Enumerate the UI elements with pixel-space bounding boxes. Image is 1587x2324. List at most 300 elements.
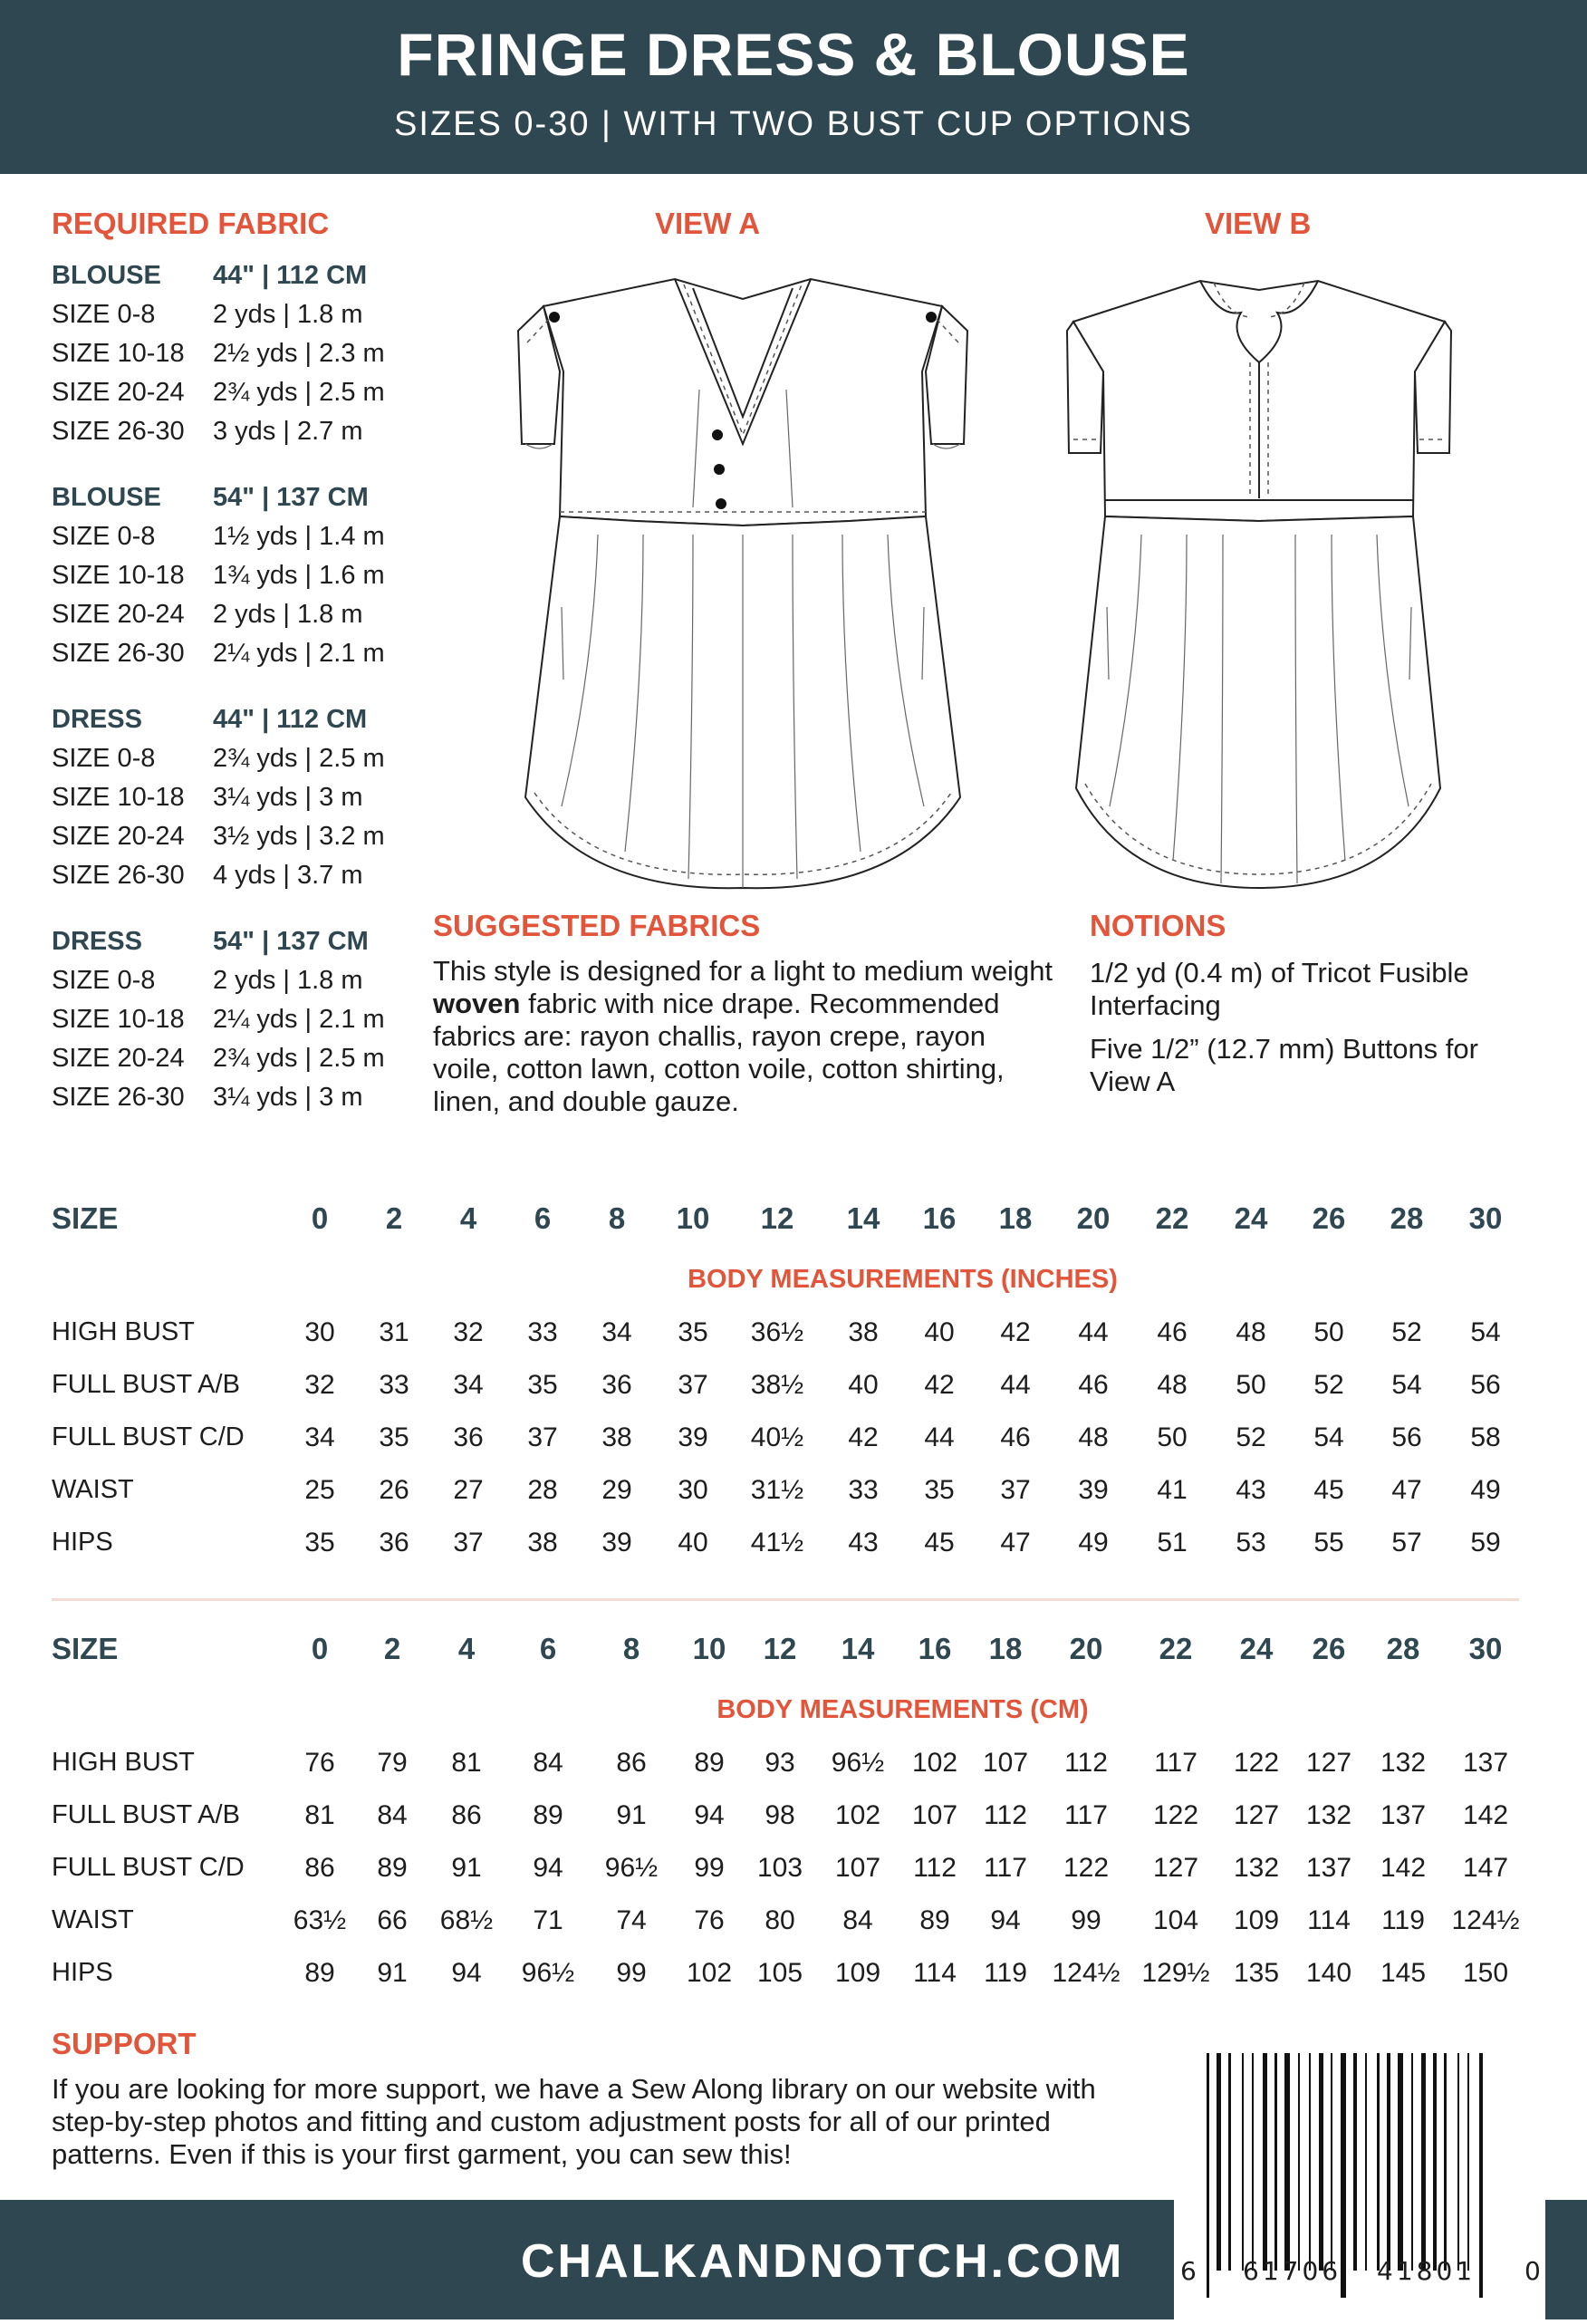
fabric-row <box>52 517 432 556</box>
fabric-row <box>52 334 432 373</box>
view-a-label: VIEW A <box>655 207 761 240</box>
barcode-bar <box>1274 2053 1277 2271</box>
measurement-value: 127 <box>1152 1853 1199 1883</box>
measurement-value: 145 <box>1380 1958 1427 1988</box>
barcode-bar <box>1353 2053 1357 2271</box>
measurement-value: 93 <box>765 1748 795 1778</box>
measurement-value: 137 <box>1305 1853 1352 1883</box>
measurement-value: 99 <box>1071 1905 1101 1935</box>
measurement-value: 26 <box>379 1475 409 1505</box>
measurement-value: 84 <box>377 1800 408 1830</box>
fabric-row <box>52 373 432 412</box>
size-value: 6 <box>539 1632 557 1665</box>
barcode-bar <box>1479 2053 1483 2298</box>
measurement-value: 109 <box>1233 1905 1280 1935</box>
barcode-bar <box>1467 2053 1469 2271</box>
size-value: 12 <box>760 1201 794 1235</box>
measurement-value: 91 <box>377 1958 408 1988</box>
measurement-value: 36½ <box>750 1317 804 1347</box>
size-value: 4 <box>459 1201 477 1235</box>
barcode-bar <box>1457 2053 1459 2271</box>
measurement-value: 76 <box>304 1748 335 1778</box>
table-row <box>52 1528 1519 1564</box>
measurement-value: 122 <box>1152 1800 1199 1830</box>
measurement-value: 47 <box>1391 1475 1422 1505</box>
notions-title: NOTIONS <box>1090 909 1226 942</box>
measurement-value: 53 <box>1236 1528 1266 1557</box>
size-value: 20 <box>1069 1632 1103 1665</box>
fabric-garment: DRESS <box>52 926 142 956</box>
barcode-bar <box>1242 2053 1244 2271</box>
fabric-row <box>52 295 432 334</box>
fabric-width: 44" | 112 CM <box>213 260 368 290</box>
suggested-fabrics-title: SUGGESTED FABRICS <box>433 909 761 942</box>
fabric-amount: 2¾ yds | 2.5 m <box>213 744 385 773</box>
size-value: 22 <box>1159 1632 1193 1665</box>
fabric-size: SIZE 10-18 <box>52 1005 185 1034</box>
measurement-value: 114 <box>1307 1905 1351 1935</box>
fabric-row <box>52 856 432 895</box>
fabric-group <box>52 256 432 451</box>
fabric-group <box>52 921 432 1117</box>
measurement-value: 114 <box>913 1958 957 1988</box>
notion-item: Five 1/2” (12.7 mm) Buttons for View A <box>1090 1033 1478 1097</box>
size-value: 8 <box>622 1632 640 1665</box>
measurement-value: 35 <box>379 1422 409 1452</box>
barcode-digit-first: 6 <box>1180 2256 1197 2286</box>
measurement-value: 112 <box>1064 1748 1108 1778</box>
measurement-value: 47 <box>1000 1528 1031 1557</box>
measurement-label: WAIST <box>52 1905 134 1934</box>
measurement-value: 94 <box>451 1958 482 1988</box>
measurement-value: 89 <box>919 1905 950 1935</box>
measurement-value: 38½ <box>750 1370 804 1400</box>
measurement-label: HIGH BUST <box>52 1317 195 1346</box>
measurement-value: 117 <box>1064 1800 1108 1830</box>
size-value: 22 <box>1155 1201 1189 1235</box>
measurement-value: 102 <box>686 1958 733 1988</box>
size-value: 18 <box>988 1632 1023 1665</box>
measurement-value: 37 <box>527 1422 558 1452</box>
fabric-amount: 2¾ yds | 2.5 m <box>213 1044 385 1073</box>
fabric-row <box>52 556 432 595</box>
fabric-garment: BLOUSE <box>52 482 161 512</box>
barcode-bar <box>1263 2053 1267 2271</box>
measurement-value: 147 <box>1462 1853 1509 1883</box>
measurement-value: 140 <box>1305 1958 1352 1988</box>
measurement-value: 94 <box>990 1905 1021 1935</box>
measurement-value: 137 <box>1380 1800 1427 1830</box>
fabric-width: 44" | 112 CM <box>213 704 368 734</box>
fabric-amount: 2 yds | 1.8 m <box>213 966 363 995</box>
fabric-size: SIZE 26-30 <box>52 639 185 668</box>
fabric-garment: BLOUSE <box>52 260 161 290</box>
support-title: SUPPORT <box>52 2027 197 2060</box>
measurement-value: 132 <box>1305 1800 1352 1830</box>
barcode-bar <box>1387 2053 1390 2271</box>
measurement-value: 96½ <box>521 1958 575 1988</box>
measurement-value: 112 <box>984 1800 1027 1830</box>
measurement-value: 124½ <box>1052 1958 1121 1988</box>
size-value: 10 <box>676 1201 710 1235</box>
fabric-group <box>52 477 432 673</box>
measurement-value: 43 <box>848 1528 879 1557</box>
measurement-value: 34 <box>453 1370 484 1400</box>
measurement-value: 122 <box>1063 1853 1110 1883</box>
fabric-size: SIZE 26-30 <box>52 1083 185 1112</box>
table-row <box>52 1475 1519 1511</box>
measurement-value: 44 <box>1000 1370 1031 1400</box>
size-value: 4 <box>457 1632 476 1665</box>
measurement-value: 45 <box>924 1528 955 1557</box>
measurement-value: 54 <box>1391 1370 1422 1400</box>
measurement-value: 122 <box>1233 1748 1280 1778</box>
measurement-value: 35 <box>924 1475 955 1505</box>
measurement-label: WAIST <box>52 1475 134 1504</box>
fabric-row <box>52 634 432 673</box>
fabric-size: SIZE 0-8 <box>52 522 156 551</box>
measurement-value: 86 <box>451 1800 482 1830</box>
view-b-label: VIEW B <box>1205 207 1312 240</box>
measurement-value: 37 <box>453 1528 484 1557</box>
barcode-bar <box>1319 2053 1323 2271</box>
measurement-value: 44 <box>924 1422 955 1452</box>
measurement-value: 36 <box>379 1528 409 1557</box>
measurement-value: 59 <box>1470 1528 1501 1557</box>
table-subtitle: BODY MEASUREMENTS (CM) <box>717 1695 1089 1724</box>
measurement-value: 137 <box>1462 1748 1509 1778</box>
barcode-bar <box>1377 2053 1380 2271</box>
measurement-label: HIGH BUST <box>52 1748 195 1777</box>
suggested-fabrics-text <box>433 955 1058 1118</box>
measurement-value: 33 <box>379 1370 409 1400</box>
measurement-value: 54 <box>1470 1317 1501 1347</box>
size-value: 24 <box>1239 1632 1274 1665</box>
measurement-label: HIPS <box>52 1958 113 1987</box>
measurement-value: 48 <box>1157 1370 1188 1400</box>
measurement-value: 81 <box>451 1748 482 1778</box>
barcode-bar <box>1298 2053 1300 2271</box>
measurement-value: 79 <box>377 1748 408 1778</box>
measurement-value: 54 <box>1313 1422 1344 1452</box>
fabric-size: SIZE 20-24 <box>52 378 185 407</box>
measurement-value: 50 <box>1313 1317 1344 1347</box>
measurement-value: 94 <box>694 1800 725 1830</box>
measurement-value: 42 <box>924 1370 955 1400</box>
table-row <box>52 1958 1519 1994</box>
size-value: 8 <box>608 1201 626 1235</box>
fabric-size: SIZE 20-24 <box>52 1044 185 1073</box>
measurement-value: 117 <box>984 1853 1027 1883</box>
header-banner <box>0 0 1587 174</box>
measurement-value: 124½ <box>1451 1905 1520 1935</box>
measurement-value: 105 <box>756 1958 803 1988</box>
size-value: 30 <box>1468 1632 1503 1665</box>
measurement-value: 57 <box>1391 1528 1422 1557</box>
measurement-value: 39 <box>601 1528 632 1557</box>
size-value: 18 <box>998 1201 1033 1235</box>
fabric-amount: 4 yds | 3.7 m <box>213 861 363 890</box>
page-subtitle: SIZES 0-30 | WITH TWO BUST CUP OPTIONS <box>394 105 1193 143</box>
measurement-label: FULL BUST C/D <box>52 1853 245 1882</box>
size-value: 26 <box>1312 1201 1346 1235</box>
fabric-amount: 3¼ yds | 3 m <box>213 1083 363 1112</box>
barcode-bar <box>1398 2053 1403 2271</box>
measurement-value: 107 <box>834 1853 881 1883</box>
table-subtitle: BODY MEASUREMENTS (INCHES) <box>688 1265 1118 1294</box>
table-row <box>52 1800 1519 1837</box>
measurement-value: 28 <box>527 1475 558 1505</box>
measurement-value: 29 <box>601 1475 632 1505</box>
measurement-value: 43 <box>1236 1475 1266 1505</box>
measurement-value: 96½ <box>831 1748 885 1778</box>
measurement-value: 58 <box>1470 1422 1501 1452</box>
measurement-value: 76 <box>694 1905 725 1935</box>
measurement-value: 31 <box>379 1317 409 1347</box>
notion-item: 1/2 yd (0.4 m) of Tricot Fusible Interfacing <box>1090 957 1469 1021</box>
measurement-value: 44 <box>1078 1317 1109 1347</box>
fabric-amount: 3¼ yds | 3 m <box>213 783 363 812</box>
view-b-dress-illustration <box>1060 263 1458 897</box>
measurement-value: 37 <box>1000 1475 1031 1505</box>
fabric-amount: 2 yds | 1.8 m <box>213 600 363 629</box>
measurement-value: 30 <box>304 1317 335 1347</box>
measurement-value: 32 <box>453 1317 484 1347</box>
measurement-value: 45 <box>1313 1475 1344 1505</box>
measurement-value: 36 <box>453 1422 484 1452</box>
fabric-size: SIZE 26-30 <box>52 861 185 890</box>
measurement-value: 34 <box>304 1422 335 1452</box>
fabric-row <box>52 595 432 634</box>
measurement-value: 40 <box>848 1370 879 1400</box>
measurement-value: 89 <box>304 1958 335 1988</box>
measurement-value: 52 <box>1236 1422 1266 1452</box>
fabric-group-header <box>52 477 432 517</box>
measurement-value: 135 <box>1233 1958 1280 1988</box>
measurement-value: 33 <box>527 1317 558 1347</box>
measurement-value: 142 <box>1462 1800 1509 1830</box>
measurement-value: 74 <box>616 1905 647 1935</box>
measurement-value: 40½ <box>750 1422 804 1452</box>
fabric-size: SIZE 10-18 <box>52 561 185 590</box>
barcode-bar <box>1331 2053 1332 2271</box>
measurement-value: 86 <box>616 1748 647 1778</box>
fabric-row <box>52 1039 432 1078</box>
size-value: 28 <box>1386 1632 1420 1665</box>
size-value: 2 <box>383 1632 401 1665</box>
fabric-amount: 2¼ yds | 2.1 m <box>213 1005 385 1034</box>
measurement-label: HIPS <box>52 1528 113 1557</box>
fabric-size: SIZE 0-8 <box>52 966 156 995</box>
barcode-bar <box>1228 2053 1231 2271</box>
fabric-amount: 2¾ yds | 2.5 m <box>213 378 385 407</box>
size-value: 14 <box>846 1201 880 1235</box>
measurement-value: 50 <box>1236 1370 1266 1400</box>
measurement-value: 107 <box>982 1748 1029 1778</box>
measurement-value: 132 <box>1380 1748 1427 1778</box>
page-title: FRINGE DRESS & BLOUSE <box>397 21 1190 88</box>
measurement-value: 38 <box>527 1528 558 1557</box>
fabric-row <box>52 1078 432 1117</box>
measurement-value: 117 <box>1154 1748 1197 1778</box>
measurement-value: 104 <box>1152 1905 1199 1935</box>
fabric-row <box>52 412 432 451</box>
measurement-value: 35 <box>527 1370 558 1400</box>
measurement-value: 89 <box>533 1800 563 1830</box>
measurement-value: 49 <box>1470 1475 1501 1505</box>
measurement-value: 127 <box>1233 1800 1280 1830</box>
measurement-value: 46 <box>1000 1422 1031 1452</box>
measurement-value: 94 <box>533 1853 563 1883</box>
measurement-value: 31½ <box>750 1475 804 1505</box>
table-divider <box>52 1598 1519 1601</box>
barcode-bar <box>1421 2053 1426 2271</box>
fabric-group-header <box>52 699 432 739</box>
measurement-value: 32 <box>304 1370 335 1400</box>
fabric-width: 54" | 137 CM <box>213 926 369 956</box>
measurement-value: 41½ <box>750 1528 804 1557</box>
measurement-value: 89 <box>377 1853 408 1883</box>
fabric-amount: 2½ yds | 2.3 m <box>213 339 385 368</box>
measurement-value: 81 <box>304 1800 335 1830</box>
measurement-value: 56 <box>1470 1370 1501 1400</box>
measurement-value: 42 <box>1000 1317 1031 1347</box>
barcode-bar <box>1411 2053 1413 2271</box>
measurement-value: 66 <box>377 1905 408 1935</box>
barcode-panel <box>1174 2026 1545 2319</box>
measurement-value: 34 <box>601 1317 632 1347</box>
size-label: SIZE <box>52 1201 119 1235</box>
size-header-row <box>52 1201 1519 1238</box>
fabric-amount: 3½ yds | 3.2 m <box>213 822 385 851</box>
fabric-size: SIZE 10-18 <box>52 339 185 368</box>
measurement-value: 39 <box>678 1422 708 1452</box>
support-text: If you are looking for more support, we have a Sew Along library on our website with step-by-step photos and fitting and custom adjustment posts for all of our printed patterns. Even if this is your first garment, you can sew this! <box>52 2073 1096 2170</box>
measurement-value: 99 <box>616 1958 647 1988</box>
measurement-value: 107 <box>911 1800 958 1830</box>
table-row <box>52 1422 1519 1459</box>
fabric-size: SIZE 20-24 <box>52 822 185 851</box>
barcode-icon <box>1174 2026 1545 2319</box>
measurement-value: 38 <box>848 1317 879 1347</box>
size-value: 28 <box>1390 1201 1424 1235</box>
barcode-bar <box>1207 2053 1209 2298</box>
size-value: 0 <box>311 1632 329 1665</box>
measurement-value: 102 <box>911 1748 958 1778</box>
website-url: CHALKANDNOTCH.COM <box>521 2235 1125 2288</box>
fabric-size: SIZE 26-30 <box>52 417 185 446</box>
measurement-value: 68½ <box>439 1905 494 1935</box>
barcode-bar <box>1309 2053 1311 2271</box>
measurement-value: 30 <box>678 1475 708 1505</box>
measurement-value: 56 <box>1391 1422 1422 1452</box>
measurement-value: 102 <box>834 1800 881 1830</box>
measurement-value: 42 <box>848 1422 879 1452</box>
barcode-digits-left: 61706 <box>1243 2256 1342 2286</box>
measurement-value: 48 <box>1078 1422 1109 1452</box>
measurement-value: 52 <box>1391 1317 1422 1347</box>
view-a-dress-illustration <box>507 263 978 897</box>
fabric-group-header <box>52 921 432 961</box>
measurement-value: 150 <box>1462 1958 1509 1988</box>
suggested-text-bold: woven <box>433 988 521 1019</box>
fabric-row <box>52 739 432 778</box>
measurement-value: 41 <box>1157 1475 1188 1505</box>
measurement-value: 112 <box>913 1853 957 1883</box>
table-row <box>52 1317 1519 1354</box>
barcode-bar <box>1433 2053 1437 2271</box>
measurement-value: 71 <box>533 1905 563 1935</box>
measurement-value: 49 <box>1078 1528 1109 1557</box>
fabric-amount: 2 yds | 1.8 m <box>213 300 363 329</box>
measurement-label: FULL BUST A/B <box>52 1370 240 1399</box>
table-row <box>52 1370 1519 1406</box>
size-header-row <box>52 1632 1519 1668</box>
measurement-value: 35 <box>678 1317 708 1347</box>
measurement-label: FULL BUST C/D <box>52 1422 245 1451</box>
measurement-value: 98 <box>765 1800 795 1830</box>
measurement-value: 84 <box>842 1905 873 1935</box>
table-row <box>52 1748 1519 1784</box>
fabric-group-header <box>52 256 432 295</box>
measurement-value: 46 <box>1157 1317 1188 1347</box>
required-fabric-title: REQUIRED FABRIC <box>52 207 330 240</box>
suggested-text-part1: This style is designed for a light to medium weight <box>433 955 1053 987</box>
measurement-value: 40 <box>678 1528 708 1557</box>
measurement-value: 80 <box>765 1905 795 1935</box>
measurement-value: 119 <box>1381 1905 1425 1935</box>
measurement-value: 33 <box>848 1475 879 1505</box>
table-row <box>52 1853 1519 1889</box>
fabric-row <box>52 817 432 856</box>
measurement-value: 40 <box>924 1317 955 1347</box>
barcode-bar <box>1444 2053 1447 2271</box>
measurement-value: 109 <box>834 1958 881 1988</box>
measurement-value: 35 <box>304 1528 335 1557</box>
fabric-row <box>52 1000 432 1039</box>
measurement-value: 48 <box>1236 1317 1266 1347</box>
fabric-row <box>52 961 432 1000</box>
measurement-value: 119 <box>984 1958 1027 1988</box>
measurement-value: 142 <box>1380 1853 1427 1883</box>
barcode-bar <box>1217 2053 1221 2271</box>
measurement-value: 37 <box>678 1370 708 1400</box>
suggested-text-part2: fabric with nice drape. Recommended fabrics are: rayon challis, rayon crepe, rayon voile, cotton lawn, cotton voile, cotton shirting, linen, and double gauze. <box>433 988 1005 1117</box>
measurement-value: 27 <box>453 1475 484 1505</box>
size-value: 0 <box>311 1201 329 1235</box>
barcode-bar <box>1365 2053 1367 2271</box>
size-label: SIZE <box>52 1632 119 1665</box>
measurement-value: 84 <box>533 1748 563 1778</box>
table-row <box>52 1905 1519 1942</box>
measurement-value: 86 <box>304 1853 335 1883</box>
measurement-value: 52 <box>1313 1370 1344 1400</box>
barcode-bar <box>1284 2053 1290 2271</box>
measurement-value: 51 <box>1157 1528 1188 1557</box>
measurement-value: 55 <box>1313 1528 1344 1557</box>
measurement-value: 50 <box>1157 1422 1188 1452</box>
size-value: 30 <box>1468 1201 1503 1235</box>
fabric-amount: 2¼ yds | 2.1 m <box>213 639 385 668</box>
measurement-value: 25 <box>304 1475 335 1505</box>
measurement-value: 127 <box>1305 1748 1352 1778</box>
measurement-value: 63½ <box>293 1905 347 1935</box>
measurement-value: 103 <box>756 1853 803 1883</box>
measurement-value: 89 <box>694 1748 725 1778</box>
measurement-value: 91 <box>451 1853 482 1883</box>
measurement-value: 39 <box>1078 1475 1109 1505</box>
measurement-value: 38 <box>601 1422 632 1452</box>
